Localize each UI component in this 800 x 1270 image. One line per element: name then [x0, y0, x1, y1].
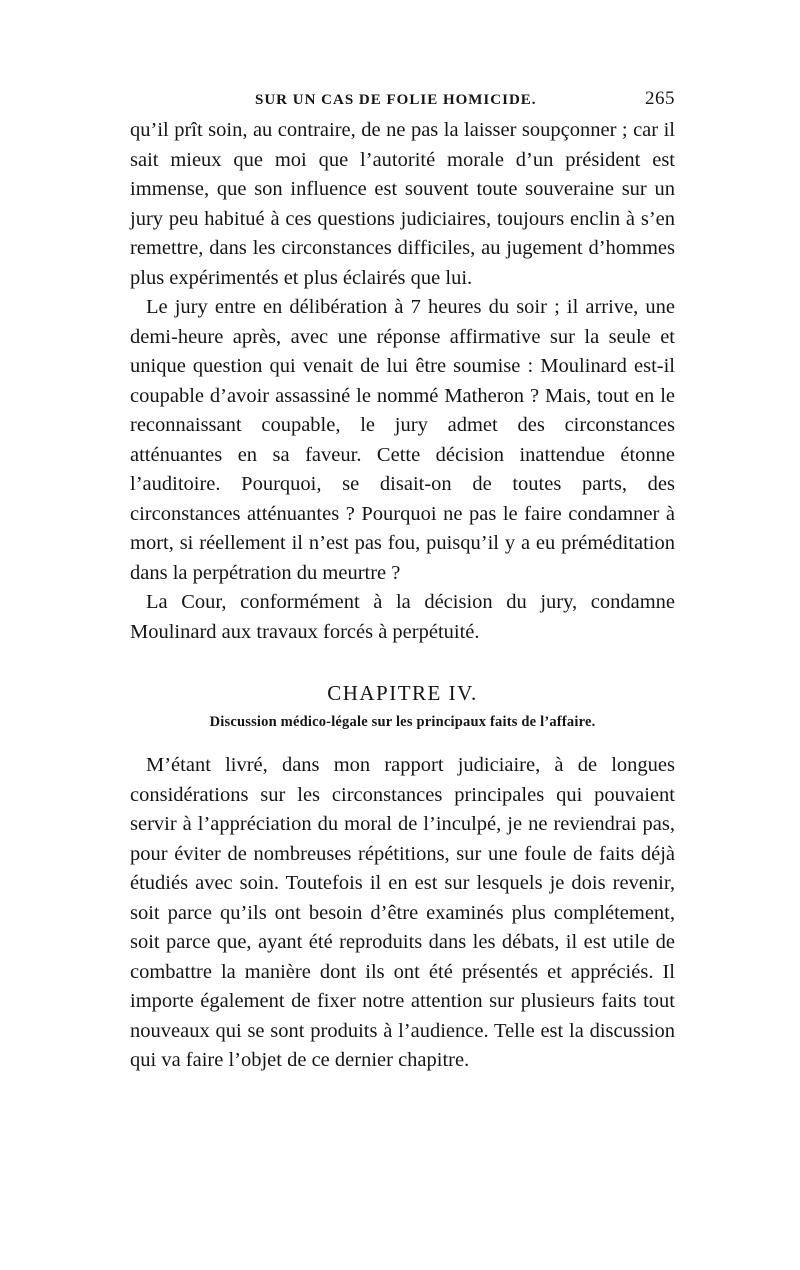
chapter-subtitle: Discussion médico-légale sur les principaux faits de l’affaire. [209, 714, 596, 730]
chapter-title: CHAPITRE IV. [327, 681, 478, 705]
page-number: 265 [645, 88, 675, 109]
body-paragraph-sentence: La Cour, conformément à la décision du jury, condamne Moulinard aux travaux forcés à perpétuité. [130, 591, 675, 643]
book-page [130, 86, 675, 1076]
body-paragraph-continued: qu’il prît soin, au contraire, de ne pas la laisser soupçonner ; car il sait mieux que moi que l’autorité morale d’un président est immense, que son influence est souvent toute souveraine sur un jury peu habitué à ces questions judiciaires, toujours enclin à s’en remettre, dans les circonstances difficiles, au jugement d’hommes plus expérimentés et plus éclairés que lui. [130, 119, 675, 289]
chapter-paragraph: M’étant livré, dans mon rapport judiciaire, à de longues considérations sur les circonstances principales qui pouvaient servir à l’appréciation du moral de l’inculpé, je ne reviendrai pas, pour éviter de nombreuses répétitions, sur une foule de faits déjà étudiés avec soin. Toutefois il en est sur lesquels je dois revenir, soit parce qu’ils ont besoin d’être examinés plus complétement, soit parce que, ayant été reproduits dans les débats, il est utile de combattre la manière dont ils ont été présentés et appréciés. Il importe également de fixer notre attention sur plusieurs faits tout nouveaux qui se sont produits à l’audience. Telle est la discussion qui va faire l’objet de ce dernier chapitre. [130, 754, 675, 1071]
running-head [130, 86, 675, 116]
body-paragraph-jury: Le jury entre en délibération à 7 heures du soir ; il arrive, une demi-heure après, avec une réponse affirmative sur la seule et unique question qui venait de lui être soumise : Moulinard est-il coupable d’avoir assassiné le nommé Matheron ? Mais, tout en le reconnaissant coupable, le jury admet des circonstances atténuantes en sa faveur. Cette décision inattendue étonne l’auditoire. Pourquoi, se disait-on de toutes parts, des circonstances atténuantes ? Pourquoi ne pas le faire condamner à mort, si réellement il n’est pas fou, puisqu’il y a eu préméditation dans la perpétration du meurtre ? [130, 296, 675, 584]
running-title: SUR UN CAS DE FOLIE HOMICIDE. [255, 92, 537, 108]
